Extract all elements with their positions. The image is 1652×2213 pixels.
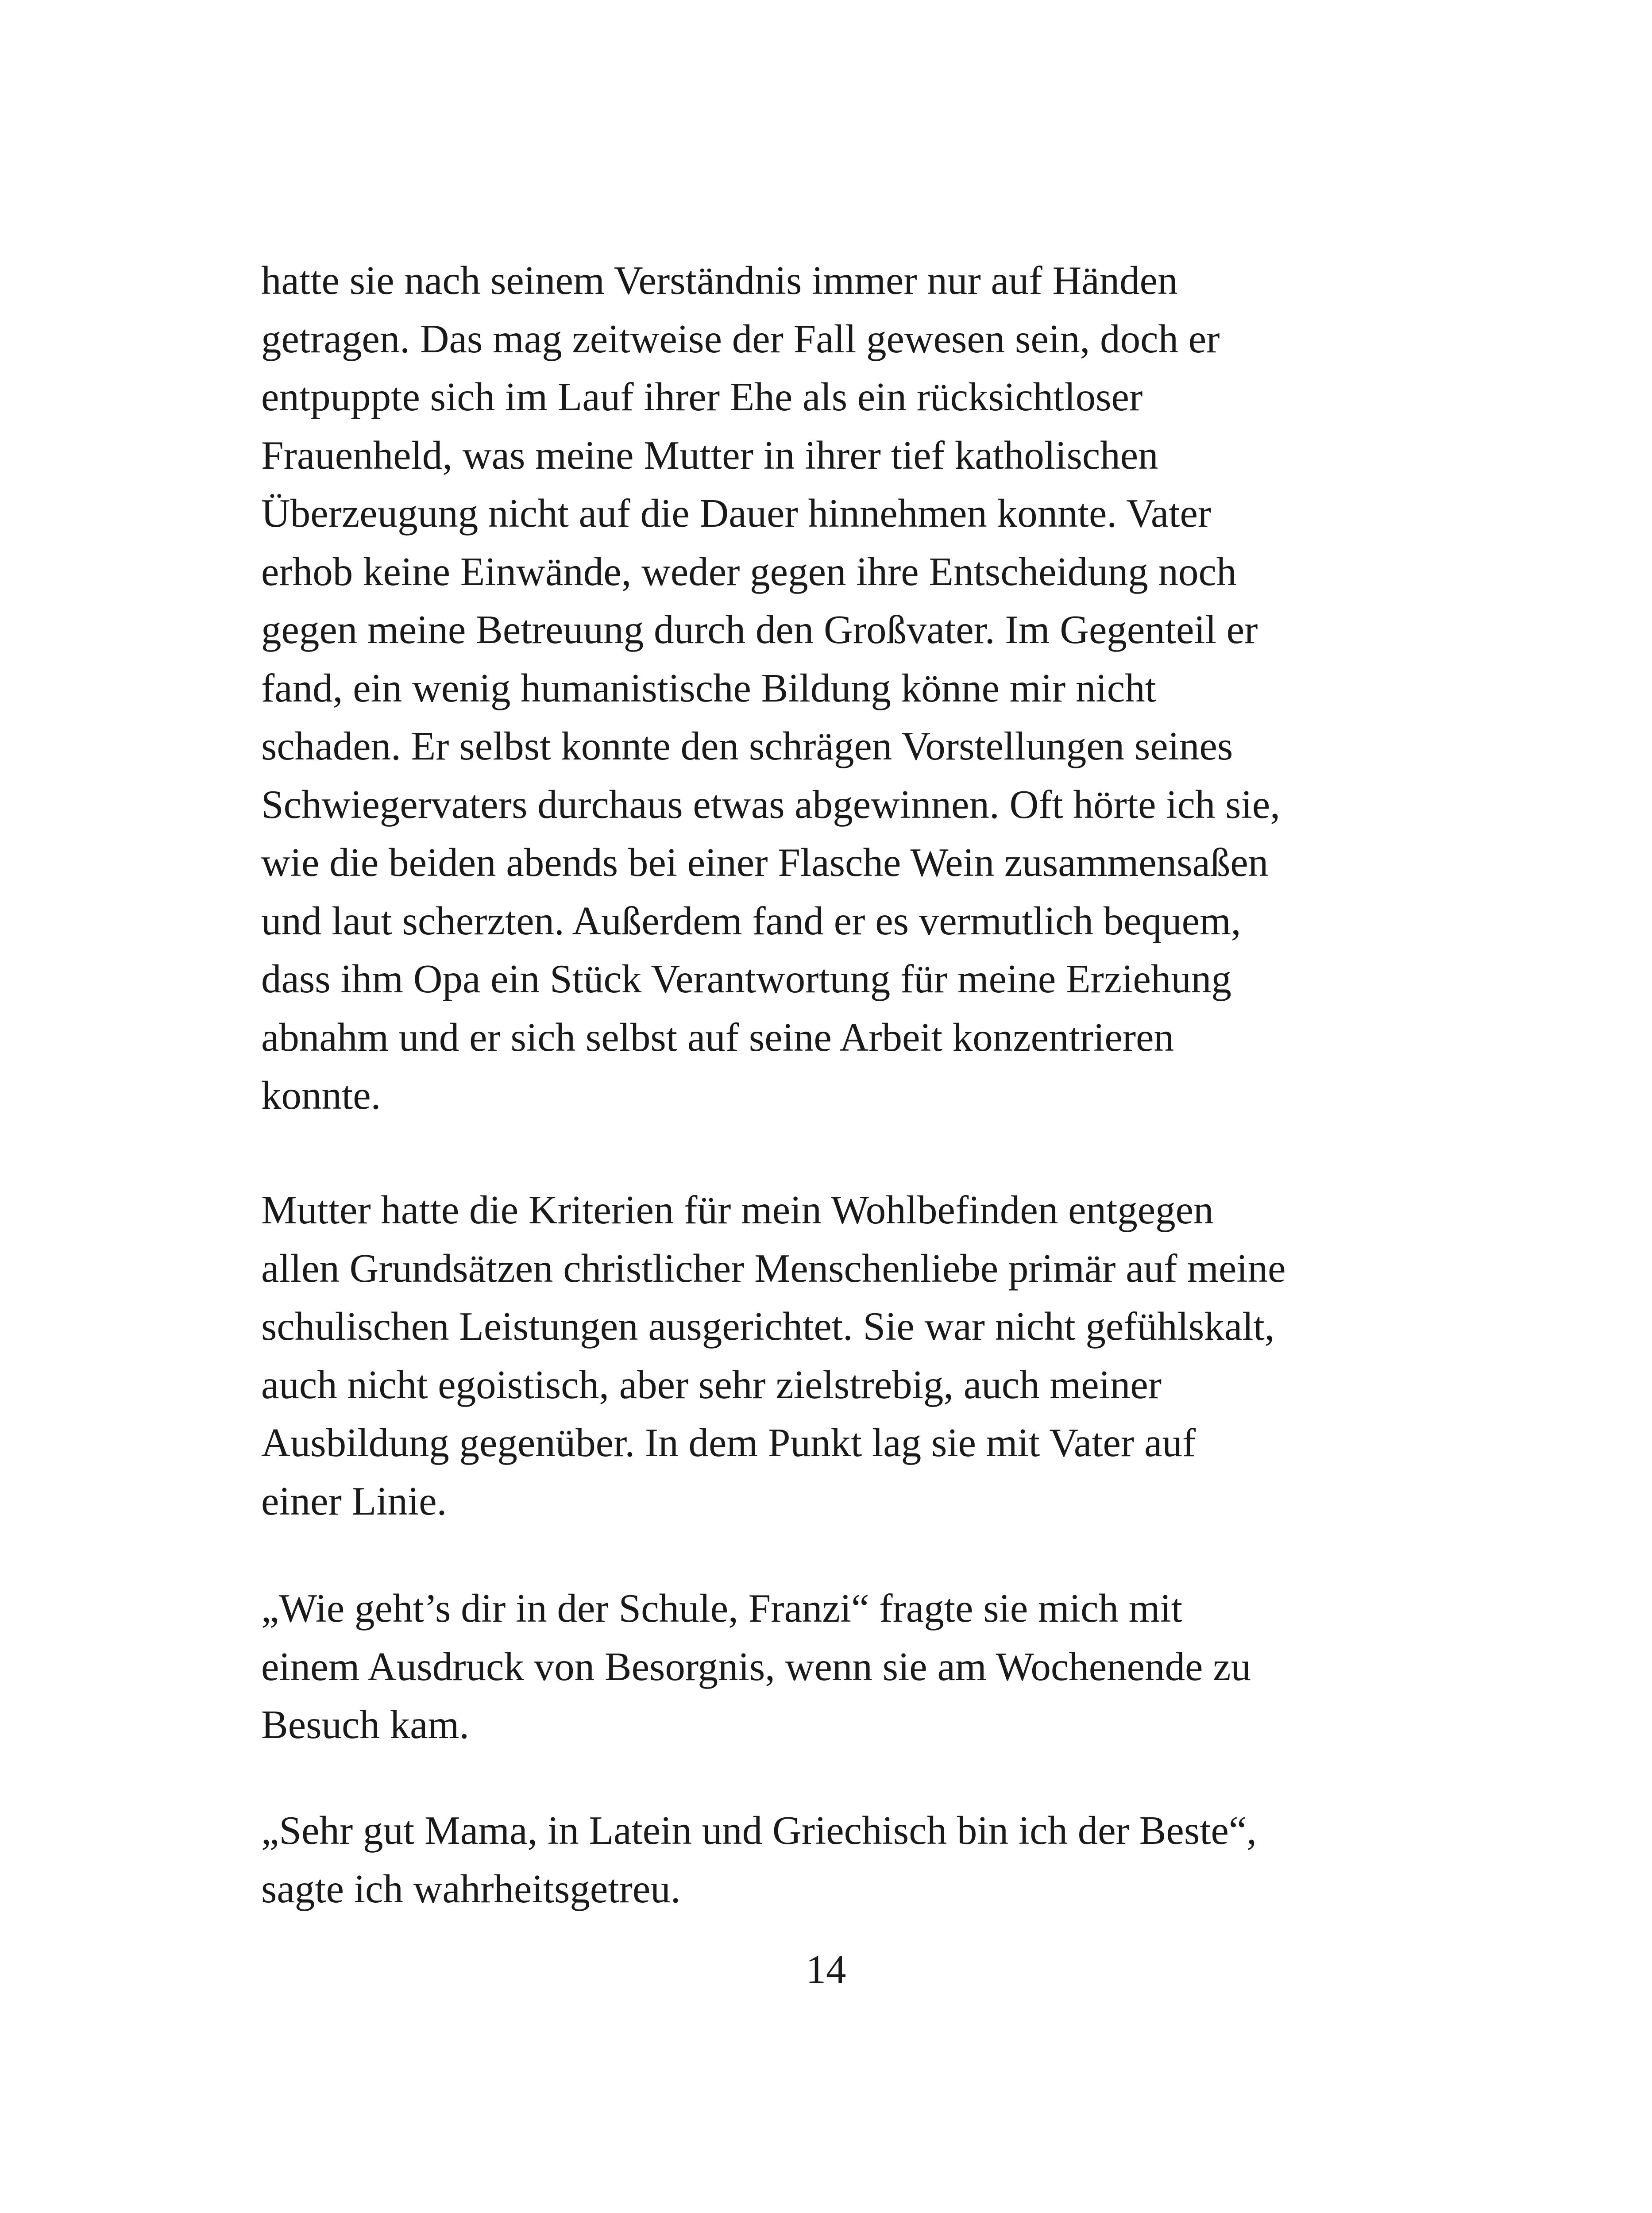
text-line: schulischen Leistungen ausgerichtet. Sie war nicht gefühlskalt, bbox=[261, 1304, 1275, 1349]
text-line: erhob keine Einwände, weder gegen ihre Entscheidung noch bbox=[261, 549, 1237, 594]
text-line: Frauenheld, was meine Mutter in ihrer tief katholischen bbox=[261, 432, 1158, 478]
text-line: einer Linie. bbox=[261, 1478, 447, 1523]
text-line: wie die beiden abends bei einer Flasche Wein zusammensaßen bbox=[261, 840, 1269, 885]
text-line: einem Ausdruck von Besorgnis, wenn sie am Wochenende zu bbox=[261, 1644, 1251, 1689]
text-line: Schwiegervaters durchaus etwas abgewinnen. Oft hörte ich sie, bbox=[261, 782, 1281, 827]
text-line: entpuppte sich im Lauf ihrer Ehe als ein rücksichtloser bbox=[261, 374, 1143, 419]
paragraph-1 bbox=[261, 251, 1456, 1125]
paragraph-3 bbox=[261, 1579, 1456, 1754]
text-line: hatte sie nach seinem Verständnis immer nur auf Händen bbox=[261, 258, 1178, 303]
paragraph-2 bbox=[261, 1181, 1456, 1530]
text-line: Mutter hatte die Kriterien für mein Wohlbefinden entgegen bbox=[261, 1187, 1214, 1232]
text-line: Überzeugung nicht auf die Dauer hinnehmen konnte. Vater bbox=[261, 491, 1212, 536]
text-line: schaden. Er selbst konnte den schrägen Vorstellungen seines bbox=[261, 724, 1233, 768]
text-line: konnte. bbox=[261, 1073, 381, 1118]
page-number: 14 bbox=[806, 1947, 846, 1992]
text-line: allen Grundsätzen christlicher Menschenliebe primär auf meine bbox=[261, 1245, 1286, 1291]
text-line: „Sehr gut Mama, in Latein und Griechisch bin ich der Beste“, bbox=[261, 1808, 1257, 1853]
text-line: gegen meine Betreuung durch den Großvater. Im Gegenteil er bbox=[261, 607, 1258, 652]
text-line: Ausbildung gegenüber. In dem Punkt lag sie mit Vater auf bbox=[261, 1420, 1196, 1465]
paragraph-4 bbox=[261, 1801, 1456, 1918]
text-line: getragen. Das mag zeitweise der Fall gewesen sein, doch er bbox=[261, 316, 1220, 361]
text-line: auch nicht egoistisch, aber sehr zielstrebig, auch meiner bbox=[261, 1362, 1162, 1407]
text-line: Besuch kam. bbox=[261, 1702, 470, 1747]
text-line: fand, ein wenig humanistische Bildung könne mir nicht bbox=[261, 665, 1156, 710]
text-line: sagte ich wahrheitsgetreu. bbox=[261, 1866, 681, 1911]
text-line: und laut scherzten. Außerdem fand er es vermutlich bequem, bbox=[261, 898, 1241, 943]
text-line: dass ihm Opa ein Stück Verantwortung für meine Erziehung bbox=[261, 956, 1231, 1001]
text-line: abnahm und er sich selbst auf seine Arbeit konzentrieren bbox=[261, 1014, 1174, 1060]
text-line: „Wie geht’s dir in der Schule, Franzi“ fragte sie mich mit bbox=[261, 1586, 1183, 1631]
